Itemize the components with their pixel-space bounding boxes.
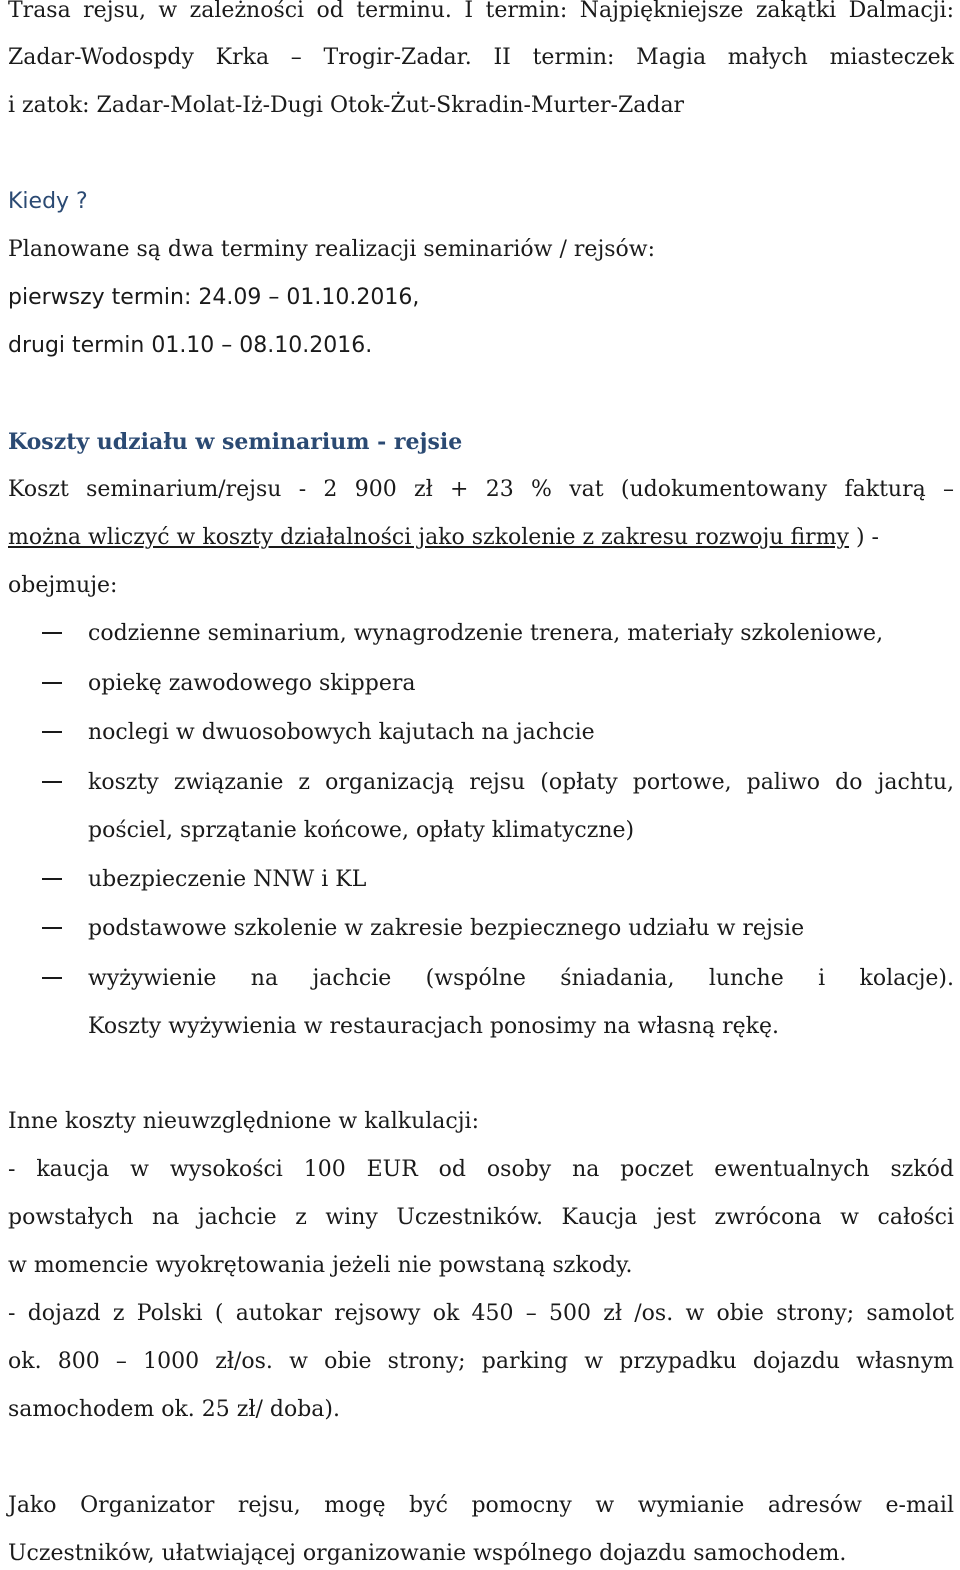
dash-bullet-icon — [42, 878, 62, 880]
list-item-text: wyżywienie na jachcie (wspólne śniadania, lunche i kolacje). — [88, 966, 954, 991]
other-costs-heading: Inne koszty nieuwzględnione w kalkulacji: — [8, 1109, 479, 1134]
list-item — [0, 619, 960, 649]
list-item-text: Koszty wyżywienia w restauracjach ponosimy na własną rękę. — [88, 1014, 780, 1039]
list-item-continuation — [0, 816, 960, 846]
dash-bullet-icon — [42, 781, 62, 783]
dash-bullet-icon — [42, 632, 62, 634]
intro-line-3: i zatok: Zadar-Molat-Iż-Dugi Otok-Żut-Skradin-Murter-Zadar — [8, 93, 685, 118]
list-item-text: noclegi w dwuosobowych kajutach na jachcie — [88, 720, 595, 745]
first-term: pierwszy termin: 24.09 – 01.10.2016, — [8, 285, 420, 310]
list-item-text: koszty związanie z organizacją rejsu (opłaty portowe, paliwo do jachtu, — [88, 770, 954, 795]
other-line-2: powstałych na jachcie z winy Uczestników. Kaucja jest zwrócona w całości — [8, 1205, 954, 1230]
costs-line-2-tail: ) - — [848, 525, 879, 550]
organizer-line-1: Jako Organizator rejsu, mogę być pomocny w wymianie adresów e-mail — [8, 1493, 954, 1518]
list-item — [0, 865, 960, 895]
list-item — [0, 964, 960, 994]
list-item — [0, 768, 960, 798]
list-item-text: codzienne seminarium, wynagrodzenie trenera, materiały szkoleniowe, — [88, 621, 884, 646]
organizer-line-2: Uczestników, ułatwiającej organizowanie wspólnego dojazdu samochodem. — [8, 1541, 847, 1566]
costs-heading: Koszty udziału w seminarium - rejsie — [8, 429, 463, 455]
other-line-6: samochodem ok. 25 zł/ doba). — [8, 1397, 340, 1422]
other-line-1: - kaucja w wysokości 100 EUR od osoby na poczet ewentualnych szkód — [8, 1157, 954, 1182]
dash-bullet-icon — [42, 682, 62, 684]
list-item — [0, 669, 960, 699]
when-heading: Kiedy ? — [8, 189, 88, 214]
other-line-4: - dojazd z Polski ( autokar rejsowy ok 450 – 500 zł /os. w obie strony; samolot — [8, 1301, 954, 1326]
other-line-3: w momencie wyokrętowania jeżeli nie powstaną szkody. — [8, 1253, 633, 1278]
intro-line-1: Trasa rejsu, w zależności od terminu. I termin: Najpiękniejsze zakątki Dalmacji: — [8, 0, 954, 23]
intro-line-2: Zadar-Wodospdy Krka – Trogir-Zadar. II termin: Magia małych miasteczek — [8, 45, 954, 70]
list-item — [0, 718, 960, 748]
costs-line-1: Koszt seminarium/rejsu - 2 900 zł + 23 % vat (udokumentowany fakturą – — [8, 477, 954, 502]
dash-bullet-icon — [42, 731, 62, 733]
second-term: drugi termin 01.10 – 08.10.2016. — [8, 333, 373, 358]
costs-underlined-note: można wliczyć w koszty działalności jako szkolenie z zakresu rozwoju firmy — [8, 525, 849, 550]
list-item-text: opiekę zawodowego skippera — [88, 671, 416, 696]
dash-bullet-icon — [42, 977, 62, 979]
dash-bullet-icon — [42, 927, 62, 929]
list-item-text: ubezpieczenie NNW i KL — [88, 867, 367, 892]
list-item-continuation — [0, 1012, 960, 1042]
when-line-1: Planowane są dwa terminy realizacji seminariów / rejsów: — [8, 237, 656, 262]
list-item-text: pościel, sprzątanie końcowe, opłaty klimatyczne) — [88, 818, 635, 843]
other-line-5: ok. 800 – 1000 zł/os. w obie strony; parking w przypadku dojazdu własnym — [8, 1349, 954, 1374]
costs-line-3: obejmuje: — [8, 573, 118, 598]
list-item — [0, 914, 960, 944]
costs-line-2 — [8, 523, 954, 553]
list-item-text: podstawowe szkolenie w zakresie bezpiecznego udziału w rejsie — [88, 916, 805, 941]
